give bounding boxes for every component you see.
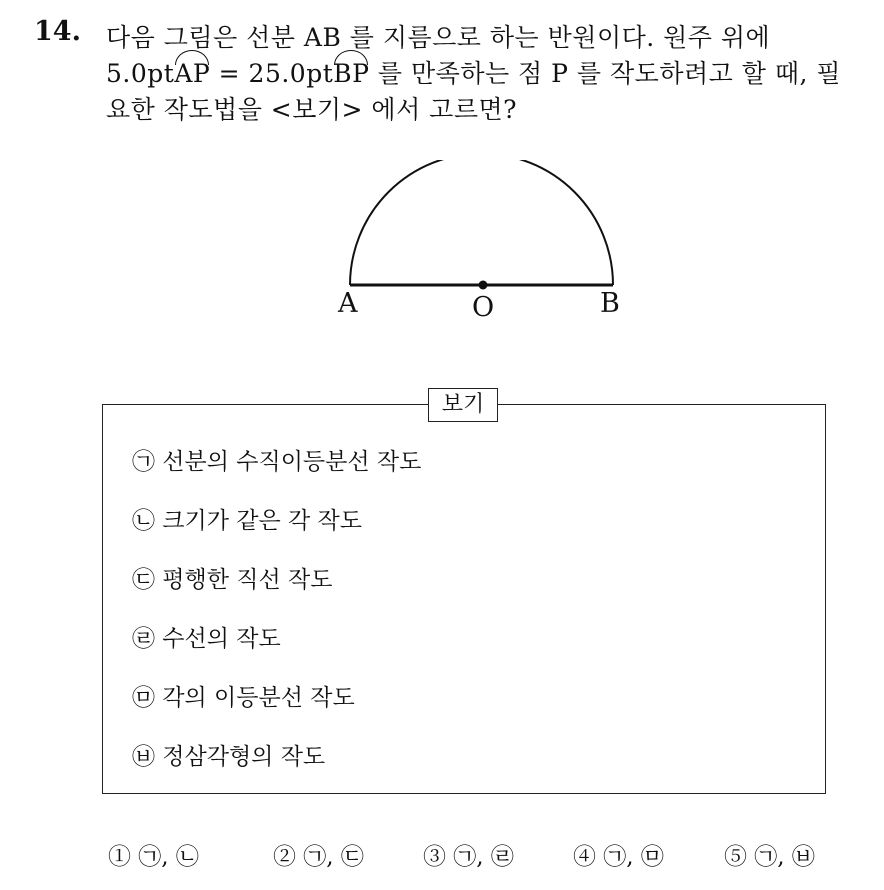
question-text-line-1: 다음 그림은 선분 AB 를 지름으로 하는 반원이다. 원주 위에 xyxy=(106,23,771,52)
question-line-2-suffix: 를 만족하는 점 P 를 작도하려고 할 때, 필 xyxy=(369,59,842,88)
choice-2[interactable]: ② ㉠, ㉢ xyxy=(273,844,364,870)
point-a-label: A xyxy=(338,288,358,319)
bogi-option-4: ㉣ 수선의 작도 xyxy=(132,626,281,652)
choice-3[interactable]: ③ ㉠, ㉣ xyxy=(423,844,514,870)
point-b-label: B xyxy=(600,288,620,319)
arc-bp-label: BP xyxy=(333,59,370,88)
bogi-option-2: ㉡ 크기가 같은 각 작도 xyxy=(132,508,362,534)
question-text-line-2 xyxy=(106,54,841,90)
bogi-option-1: ㉠ 선분의 수직이등분선 작도 xyxy=(132,449,422,475)
question-line-2-prefix: 5.0pt xyxy=(106,59,175,88)
arc-ap-label: AP xyxy=(174,59,211,88)
point-o-label: O xyxy=(472,292,495,323)
center-point-o xyxy=(479,281,488,290)
bogi-option-3: ㉢ 평행한 직선 작도 xyxy=(132,567,333,593)
semicircle-figure xyxy=(300,160,660,330)
choice-1[interactable]: ① ㉠, ㉡ xyxy=(108,844,199,870)
question-line-2-middle: = 25.0pt xyxy=(210,59,334,88)
bogi-title: 보기 xyxy=(428,388,498,422)
semicircle-arc xyxy=(350,160,613,285)
choice-4[interactable]: ④ ㉠, ㉤ xyxy=(573,844,664,870)
question-text-line-3: 요한 작도법을 <보기> 에서 고르면? xyxy=(106,95,518,124)
choice-5[interactable]: ⑤ ㉠, ㉥ xyxy=(724,844,815,870)
bogi-option-5: ㉤ 각의 이등분선 작도 xyxy=(132,685,355,711)
question-number: 14. xyxy=(34,16,81,47)
bogi-option-6: ㉥ 정삼각형의 작도 xyxy=(132,744,326,770)
